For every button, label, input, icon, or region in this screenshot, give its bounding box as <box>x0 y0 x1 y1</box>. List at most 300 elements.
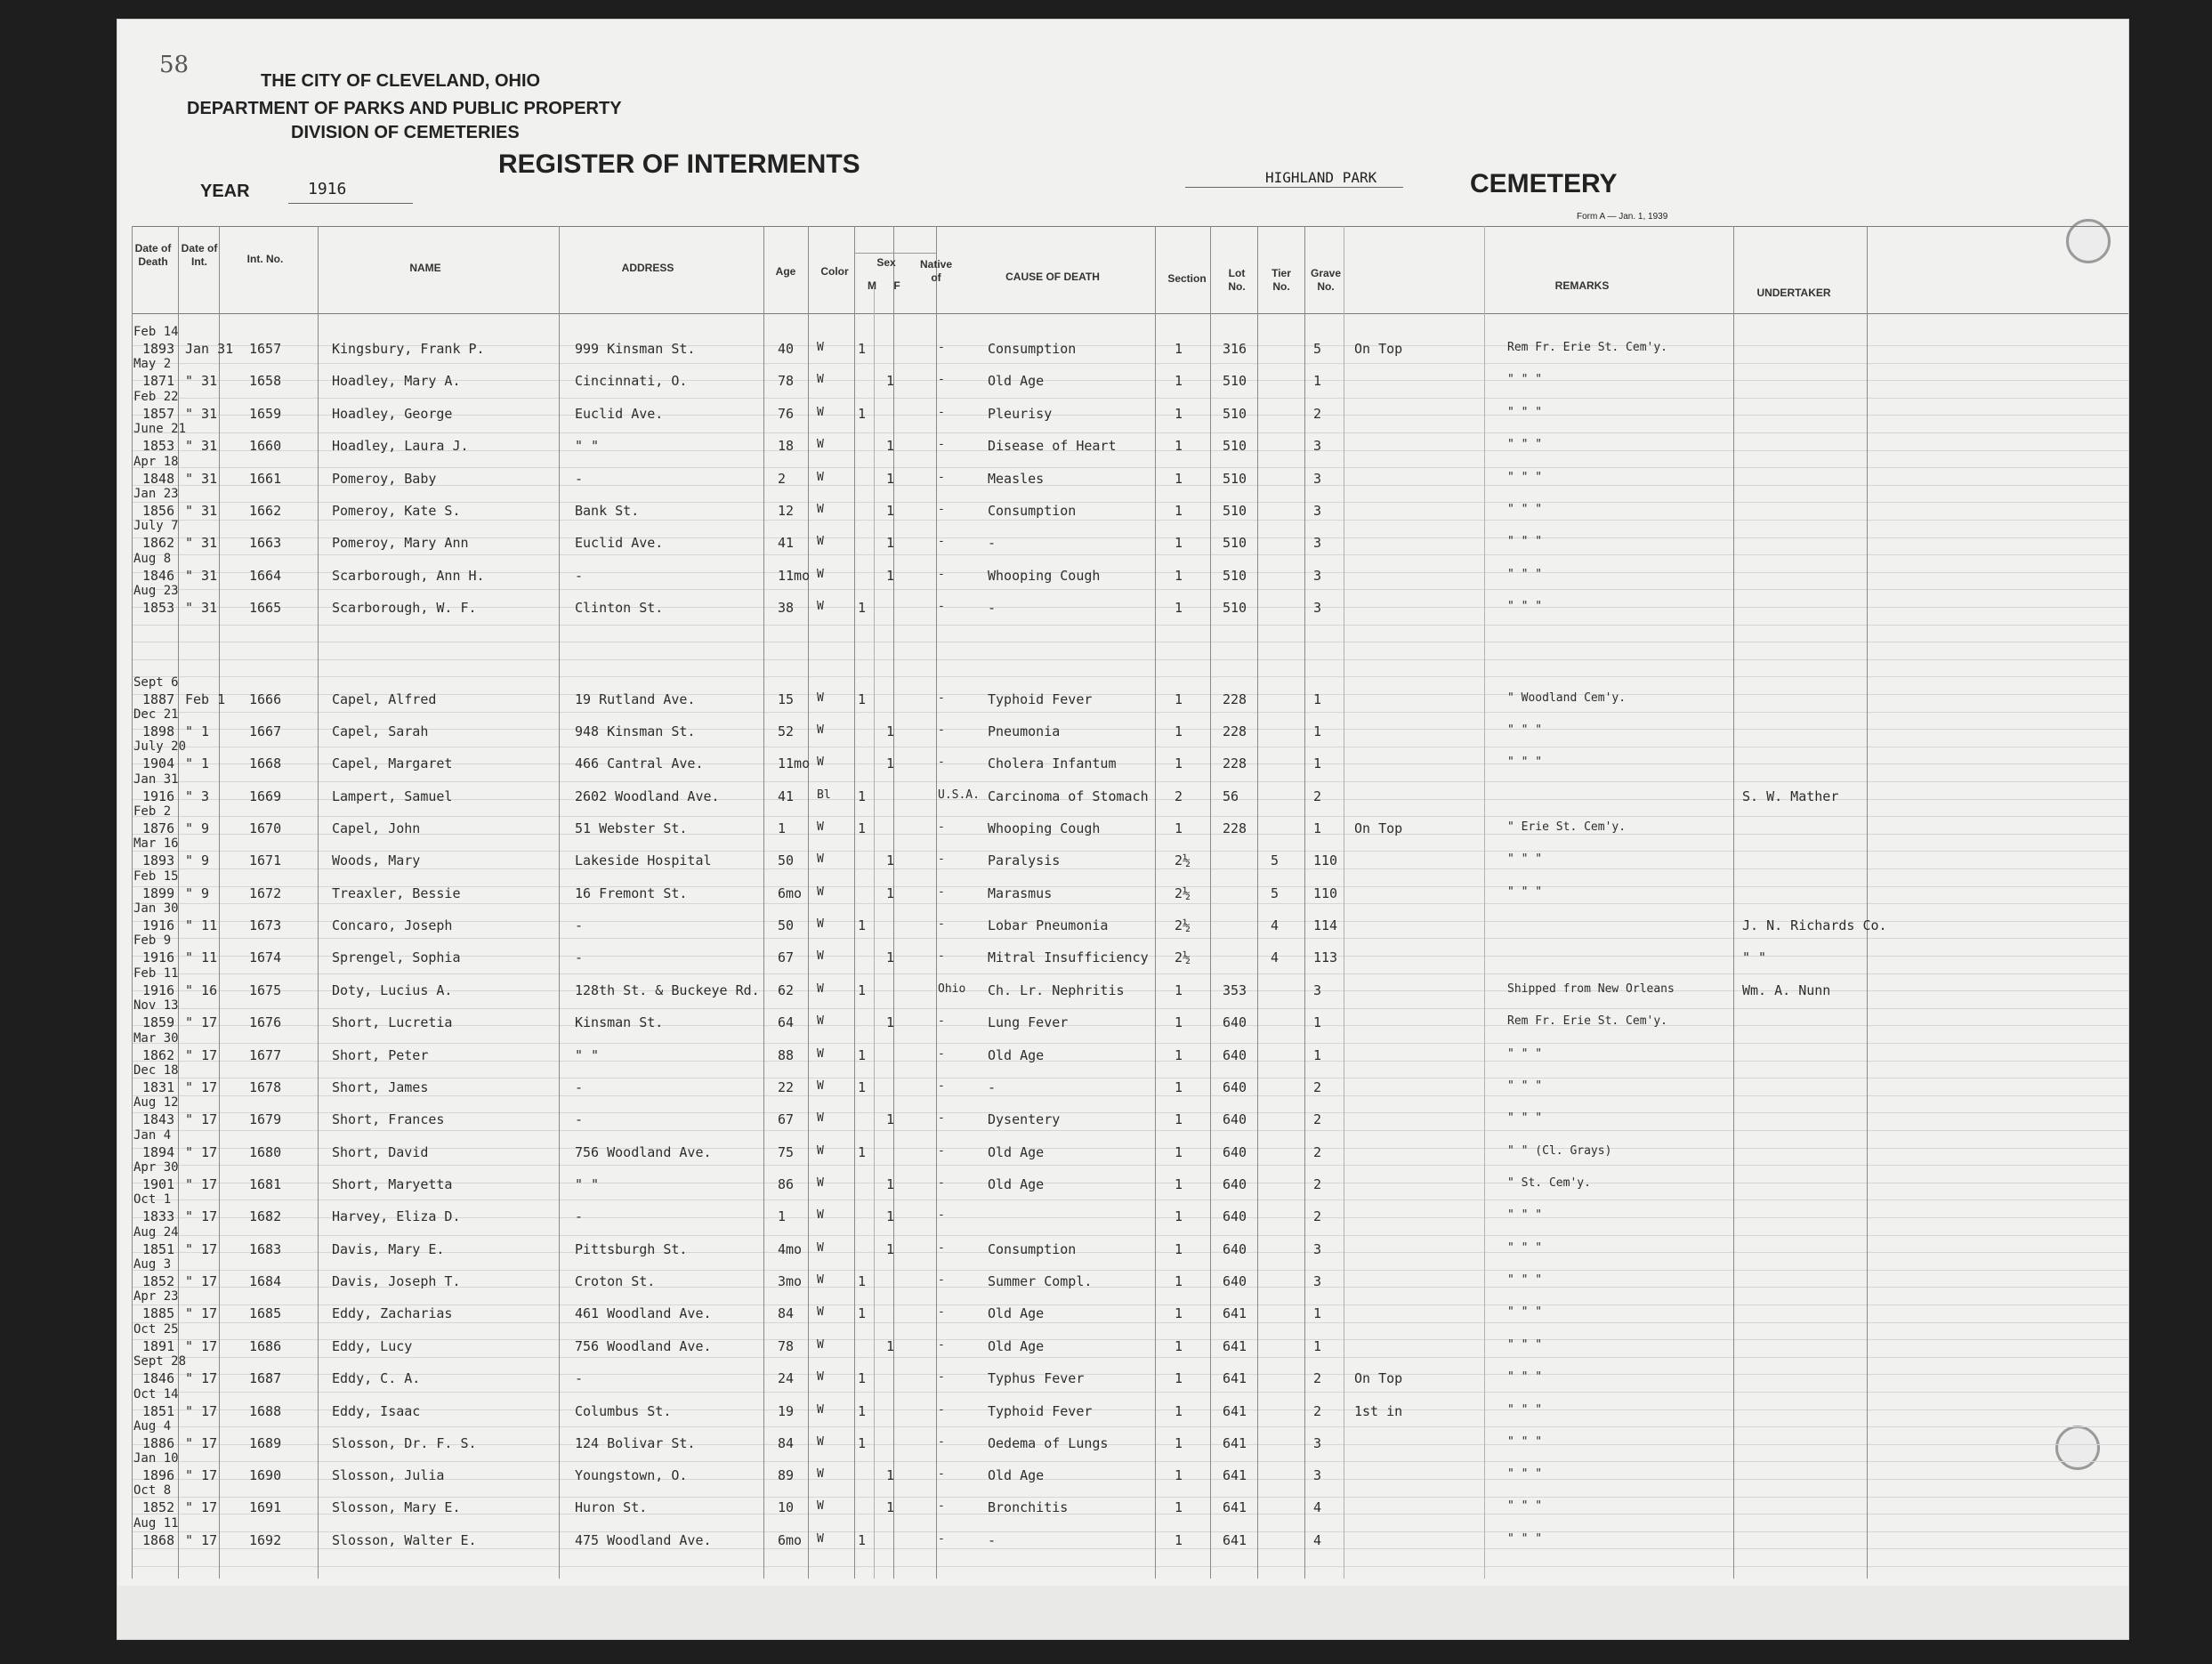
ruled-line <box>132 816 2128 817</box>
decedent-name: Pomeroy, Baby <box>332 471 437 487</box>
grave-number: 113 <box>1313 949 1338 965</box>
interment-date: " 31 <box>185 471 218 487</box>
ruled-line <box>132 520 2128 521</box>
age: 78 <box>778 373 795 389</box>
interment-date: " 17 <box>185 1014 218 1030</box>
age: 38 <box>778 600 795 616</box>
interment-date: " 16 <box>185 982 218 998</box>
remark: " " " <box>1507 723 1543 737</box>
native-of: - <box>938 438 945 451</box>
grave-number: 2 <box>1313 788 1322 804</box>
death-month-day: Jan 31 <box>133 772 179 787</box>
cause-of-death: Old Age <box>988 1176 1045 1192</box>
decedent-name: Capel, Margaret <box>332 755 453 771</box>
cause-of-death: Old Age <box>988 1467 1045 1483</box>
grave-number: 1 <box>1313 691 1322 707</box>
color: W <box>817 1047 824 1061</box>
header-department: DEPARTMENT OF PARKS AND PUBLIC PROPERTY <box>187 99 622 118</box>
section: 1 <box>1175 755 1183 771</box>
ruled-line <box>132 781 2128 782</box>
tier-number: 5 <box>1271 852 1280 868</box>
remark: " " " <box>1507 1499 1543 1513</box>
death-year: 1886 <box>142 1435 175 1451</box>
cause-of-death: - <box>988 535 997 551</box>
color: W <box>817 1273 824 1287</box>
decedent-name: Kingsbury, Frank P. <box>332 341 485 357</box>
death-year: 1896 <box>142 1467 175 1483</box>
color: W <box>817 600 824 613</box>
ruled-line <box>132 1497 2128 1498</box>
lot-number: 510 <box>1223 535 1247 551</box>
col-tier: Tier No. <box>1271 267 1291 293</box>
interment-number: 1676 <box>249 1014 282 1030</box>
interment-date: " 17 <box>185 1403 218 1419</box>
death-month-day: July 7 <box>133 519 179 533</box>
interment-number: 1677 <box>249 1047 282 1063</box>
interment-date: " 9 <box>185 852 210 868</box>
address: Euclid Ave. <box>575 535 664 551</box>
col-section: Section <box>1167 272 1207 285</box>
address: Lakeside Hospital <box>575 852 712 868</box>
ruled-line <box>132 1548 2128 1549</box>
native-of: - <box>938 820 945 834</box>
color: W <box>817 1435 824 1449</box>
death-month-day: Jan 4 <box>133 1128 172 1143</box>
death-month-day: Aug 12 <box>133 1095 179 1110</box>
grave-number: 1 <box>1313 373 1322 389</box>
sex-f: 1 <box>886 1111 895 1127</box>
header-city: THE CITY OF CLEVELAND, OHIO <box>261 71 541 91</box>
sex-f: 1 <box>886 568 895 584</box>
death-month-day: Aug 11 <box>133 1516 179 1531</box>
age: 84 <box>778 1435 795 1451</box>
sex-f: 1 <box>886 1014 895 1030</box>
age: 64 <box>778 1014 795 1030</box>
grave-number: 4 <box>1313 1532 1322 1548</box>
cause-of-death: Pneumonia <box>988 723 1061 739</box>
col-grave: Grave No. <box>1310 267 1342 293</box>
section: 1 <box>1175 1273 1183 1289</box>
native-of: U.S.A. <box>938 788 980 802</box>
death-month-day: Sept 28 <box>133 1354 187 1369</box>
remark: " " " <box>1507 1305 1543 1319</box>
cause-of-death: Oedema of Lungs <box>988 1435 1109 1451</box>
color: W <box>817 373 824 386</box>
interment-number: 1671 <box>249 852 282 868</box>
lot-number: 641 <box>1223 1370 1247 1386</box>
sex-m: 1 <box>858 982 867 998</box>
lot-number: 640 <box>1223 1079 1247 1095</box>
sex-m: 1 <box>858 341 867 357</box>
death-month-day: Dec 21 <box>133 707 179 722</box>
address: 466 Cantral Ave. <box>575 755 704 771</box>
decedent-name: Harvey, Eliza D. <box>332 1208 461 1224</box>
age: 41 <box>778 535 795 551</box>
interment-number: 1663 <box>249 535 282 551</box>
death-year: 1851 <box>142 1241 175 1257</box>
sex-f: 1 <box>886 438 895 454</box>
native-of: - <box>938 885 945 899</box>
ruled-line <box>132 659 2128 660</box>
section: 1 <box>1175 503 1183 519</box>
age: 78 <box>778 1338 795 1354</box>
lot-number: 641 <box>1223 1338 1247 1354</box>
sex-m: 1 <box>858 691 867 707</box>
death-month-day: Dec 18 <box>133 1063 179 1078</box>
section: 1 <box>1175 982 1183 998</box>
interment-date: " 31 <box>185 568 218 584</box>
death-year: 1916 <box>142 949 175 965</box>
color: W <box>817 885 824 899</box>
grave-number: 5 <box>1313 341 1322 357</box>
age: 11mo <box>778 568 811 584</box>
death-year: 1891 <box>142 1338 175 1354</box>
interment-date: " 17 <box>185 1208 218 1224</box>
death-year: 1853 <box>142 438 175 454</box>
column-line <box>559 226 560 1579</box>
color: W <box>817 341 824 354</box>
address: - <box>575 1111 584 1127</box>
lot-number: 228 <box>1223 755 1247 771</box>
address: " " <box>575 438 600 454</box>
native-of: - <box>938 1079 945 1093</box>
age: 10 <box>778 1499 795 1515</box>
death-year: 1856 <box>142 503 175 519</box>
native-of: - <box>938 1370 945 1384</box>
address: " " <box>575 1047 600 1063</box>
form-note: Form A — Jan. 1, 1939 <box>1577 212 1668 222</box>
decedent-name: Capel, Sarah <box>332 723 429 739</box>
cause-of-death: Lobar Pneumonia <box>988 917 1109 933</box>
section: 1 <box>1175 406 1183 422</box>
ruled-line <box>132 1095 2128 1096</box>
decedent-name: Lampert, Samuel <box>332 788 453 804</box>
death-year: 1904 <box>142 755 175 771</box>
remark: " " " <box>1507 1338 1543 1352</box>
interment-number: 1682 <box>249 1208 282 1224</box>
col-address: ADDRESS <box>621 262 674 274</box>
death-year: 1852 <box>142 1273 175 1289</box>
column-line <box>1257 226 1258 1579</box>
age: 40 <box>778 341 795 357</box>
section: 1 <box>1175 1176 1183 1192</box>
column-line <box>808 226 809 1579</box>
column-line <box>219 226 220 1579</box>
age: 3mo <box>778 1273 803 1289</box>
interment-date: " 17 <box>185 1241 218 1257</box>
age: 89 <box>778 1467 795 1483</box>
cause-of-death: Disease of Heart <box>988 438 1117 454</box>
address: 756 Woodland Ave. <box>575 1338 712 1354</box>
lot-number: 510 <box>1223 373 1247 389</box>
color: W <box>817 503 824 516</box>
age: 12 <box>778 503 795 519</box>
address: Pittsburgh St. <box>575 1241 688 1257</box>
address: - <box>575 568 584 584</box>
remark-note: On Top <box>1354 1370 1403 1386</box>
decedent-name: Pomeroy, Kate S. <box>332 503 461 519</box>
decedent-name: Woods, Mary <box>332 852 421 868</box>
interment-number: 1687 <box>249 1370 282 1386</box>
death-month-day: Feb 11 <box>133 966 179 981</box>
ruled-line <box>132 1357 2128 1358</box>
section: 2½ <box>1175 885 1191 901</box>
lot-number: 510 <box>1223 406 1247 422</box>
interment-date: " 3 <box>185 788 210 804</box>
ruled-line <box>132 589 2128 590</box>
death-month-day: May 2 <box>133 357 172 371</box>
lot-number: 640 <box>1223 1144 1247 1160</box>
death-year: 1831 <box>142 1079 175 1095</box>
remark: " " " <box>1507 1241 1543 1255</box>
address: 124 Bolivar St. <box>575 1435 696 1451</box>
decedent-name: Davis, Mary E. <box>332 1241 445 1257</box>
lot-number: 510 <box>1223 438 1247 454</box>
ruled-line <box>132 1461 2128 1462</box>
remark: Rem Fr. Erie St. Cem'y. <box>1507 1014 1668 1028</box>
interment-number: 1662 <box>249 503 282 519</box>
interment-date: " 17 <box>185 1338 218 1354</box>
death-month-day: Jan 23 <box>133 487 179 501</box>
ruled-line <box>132 1043 2128 1044</box>
section: 1 <box>1175 535 1183 551</box>
native-of: - <box>938 691 945 705</box>
remark: " " " <box>1507 568 1543 581</box>
section: 1 <box>1175 1305 1183 1321</box>
col-native: Native of <box>919 258 953 284</box>
col-color: Color <box>820 265 849 278</box>
native-of: - <box>938 535 945 548</box>
interment-date: " 1 <box>185 755 210 771</box>
color: W <box>817 852 824 866</box>
ruled-line <box>132 1270 2128 1271</box>
color: W <box>817 1208 824 1222</box>
col-cause: CAUSE OF DEATH <box>1005 271 1100 283</box>
section: 2½ <box>1175 949 1191 965</box>
native-of: - <box>938 917 945 931</box>
cause-of-death: Measles <box>988 471 1045 487</box>
cause-of-death: Pleurisy <box>988 406 1053 422</box>
cause-of-death: Typhus Fever <box>988 1370 1085 1386</box>
ruled-line <box>132 1148 2128 1149</box>
lot-number: 640 <box>1223 1111 1247 1127</box>
cause-of-death: Dysentery <box>988 1111 1061 1127</box>
address: - <box>575 917 584 933</box>
column-line <box>936 226 937 1579</box>
color: W <box>817 1305 824 1319</box>
section: 1 <box>1175 723 1183 739</box>
section: 1 <box>1175 471 1183 487</box>
grave-number: 1 <box>1313 1014 1322 1030</box>
native-of: - <box>938 1499 945 1513</box>
death-year: 1833 <box>142 1208 175 1224</box>
table-header-rule <box>132 313 2128 314</box>
sex-f: 1 <box>886 755 895 771</box>
page-number: 58 <box>159 52 190 78</box>
sex-f: 1 <box>886 885 895 901</box>
remark-note: 1st in <box>1354 1403 1403 1419</box>
death-year: 1916 <box>142 917 175 933</box>
native-of: - <box>938 1144 945 1158</box>
sex-m: 1 <box>858 600 867 616</box>
sex-f: 1 <box>886 1499 895 1515</box>
cause-of-death: Whooping Cough <box>988 820 1101 836</box>
color: W <box>817 1499 824 1513</box>
grave-number: 3 <box>1313 503 1322 519</box>
age: 19 <box>778 1403 795 1419</box>
color: W <box>817 535 824 548</box>
color: W <box>817 1111 824 1125</box>
remark: " " " <box>1507 600 1543 613</box>
address: Clinton St. <box>575 600 664 616</box>
lot-number: 640 <box>1223 1273 1247 1289</box>
cause-of-death: Typhoid Fever <box>988 1403 1093 1419</box>
interment-date: " 31 <box>185 600 218 616</box>
address: 2602 Woodland Ave. <box>575 788 720 804</box>
decedent-name: Pomeroy, Mary Ann <box>332 535 469 551</box>
ruled-line <box>132 1130 2128 1131</box>
decedent-name: Short, Maryetta <box>332 1176 453 1192</box>
remark: " " " <box>1507 406 1543 419</box>
remark: " " " <box>1507 438 1543 451</box>
age: 84 <box>778 1305 795 1321</box>
native-of: - <box>938 373 945 386</box>
grave-number: 2 <box>1313 406 1322 422</box>
interment-date: " 17 <box>185 1435 218 1451</box>
native-of: - <box>938 406 945 419</box>
death-year: 1857 <box>142 406 175 422</box>
native-of: - <box>938 852 945 866</box>
death-year: 1853 <box>142 600 175 616</box>
native-of: - <box>938 1305 945 1319</box>
color: W <box>817 917 824 931</box>
grave-number: 114 <box>1313 917 1338 933</box>
interment-number: 1679 <box>249 1111 282 1127</box>
undertaker: J. N. Richards Co. <box>1742 917 1887 933</box>
tier-number: 5 <box>1271 885 1280 901</box>
remark: " " " <box>1507 1403 1543 1417</box>
native-of: - <box>938 1467 945 1481</box>
remark: " " " <box>1507 535 1543 548</box>
lot-number: 641 <box>1223 1467 1247 1483</box>
section: 2½ <box>1175 852 1191 868</box>
column-line <box>1304 226 1305 1579</box>
death-month-day: Feb 9 <box>133 933 172 948</box>
section: 2 <box>1175 788 1183 804</box>
color: W <box>817 1338 824 1352</box>
col-age: Age <box>775 265 796 278</box>
decedent-name: Eddy, C. A. <box>332 1370 421 1386</box>
decedent-name: Hoadley, Laura J. <box>332 438 469 454</box>
native-of: - <box>938 1241 945 1255</box>
death-month-day: Feb 22 <box>133 390 179 404</box>
death-year: 1887 <box>142 691 175 707</box>
address: Croton St. <box>575 1273 656 1289</box>
register-table <box>132 226 2128 1579</box>
year-underline <box>288 203 413 204</box>
lot-number: 640 <box>1223 1014 1247 1030</box>
decedent-name: Scarborough, W. F. <box>332 600 477 616</box>
cause-of-death: - <box>988 1532 997 1548</box>
remark-note: On Top <box>1354 341 1403 357</box>
death-month-day: Nov 13 <box>133 998 179 1013</box>
color: W <box>817 568 824 581</box>
grave-number: 1 <box>1313 1305 1322 1321</box>
native-of: - <box>938 341 945 354</box>
color: W <box>817 723 824 737</box>
remark: " " " <box>1507 1532 1543 1546</box>
death-year: 1916 <box>142 788 175 804</box>
cause-of-death: Summer Compl. <box>988 1273 1093 1289</box>
address: 128th St. & Buckeye Rd. <box>575 982 760 998</box>
ruled-line <box>132 1322 2128 1323</box>
death-year: 1899 <box>142 885 175 901</box>
death-month-day: Oct 25 <box>133 1322 179 1337</box>
sex-f: 1 <box>886 373 895 389</box>
sex-f: 1 <box>886 949 895 965</box>
ruled-line <box>132 1566 2128 1567</box>
remark-note: On Top <box>1354 820 1403 836</box>
sex-f: 1 <box>886 1338 895 1354</box>
death-month-day: Aug 8 <box>133 552 172 566</box>
color: W <box>817 1467 824 1481</box>
lot-number: 228 <box>1223 723 1247 739</box>
ruled-line <box>132 398 2128 399</box>
age: 11mo <box>778 755 811 771</box>
native-of: - <box>938 1014 945 1028</box>
interment-date: " 31 <box>185 373 218 389</box>
column-line <box>1155 226 1156 1579</box>
ruled-line <box>132 554 2128 555</box>
lot-number: 228 <box>1223 820 1247 836</box>
color: W <box>817 691 824 705</box>
decedent-name: Short, Lucretia <box>332 1014 453 1030</box>
color: W <box>817 1403 824 1417</box>
death-month-day: Oct 14 <box>133 1387 179 1401</box>
age: 62 <box>778 982 795 998</box>
remark: " " " <box>1507 1435 1543 1449</box>
address: - <box>575 949 584 965</box>
grave-number: 110 <box>1313 885 1338 901</box>
address: 51 Webster St. <box>575 820 688 836</box>
decedent-name: Slosson, Walter E. <box>332 1532 477 1548</box>
age: 22 <box>778 1079 795 1095</box>
ruled-line <box>132 1426 2128 1427</box>
tier-number: 4 <box>1271 917 1280 933</box>
cause-of-death: Consumption <box>988 1241 1077 1257</box>
col-date-death: Date of Death <box>134 242 172 268</box>
tier-number: 4 <box>1271 949 1280 965</box>
color: W <box>817 1370 824 1384</box>
address: Kinsman St. <box>575 1014 664 1030</box>
remark: " " " <box>1507 885 1543 899</box>
death-year: 1876 <box>142 820 175 836</box>
interment-number: 1678 <box>249 1079 282 1095</box>
remark: " " " <box>1507 755 1543 769</box>
death-month-day: Apr 18 <box>133 455 179 469</box>
decedent-name: Slosson, Mary E. <box>332 1499 461 1515</box>
interment-number: 1658 <box>249 373 282 389</box>
section: 1 <box>1175 1079 1183 1095</box>
decedent-name: Treaxler, Bessie <box>332 885 461 901</box>
address: 16 Fremont St. <box>575 885 688 901</box>
death-month-day: Apr 30 <box>133 1160 179 1175</box>
interment-date: " 17 <box>185 1499 218 1515</box>
section: 1 <box>1175 691 1183 707</box>
sex-m: 1 <box>858 1370 867 1386</box>
interment-date: " 31 <box>185 438 218 454</box>
death-month-day: Feb 2 <box>133 804 172 819</box>
